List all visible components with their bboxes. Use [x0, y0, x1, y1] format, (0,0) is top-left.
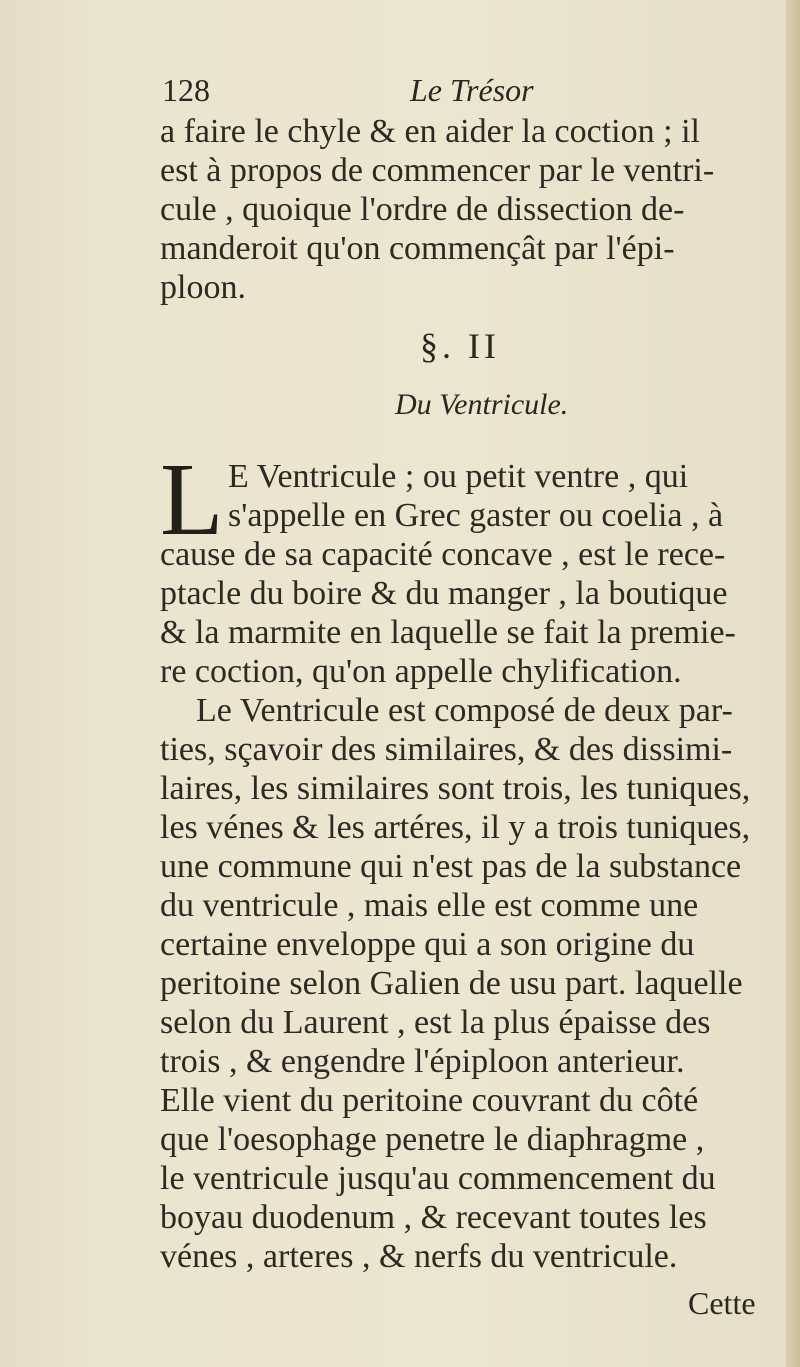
text-line: certaine enveloppe qui a son origine du [160, 926, 695, 963]
section-mark: §. II [420, 326, 500, 366]
text-line: le ventricule jusqu'au commencement du [160, 1160, 716, 1197]
text-line: vénes , arteres , & nerfs du ventricule. [160, 1238, 678, 1275]
catchword: Cette [688, 1285, 756, 1321]
text-line: selon du Laurent , est la plus épaisse des [160, 1004, 711, 1041]
section-title: Du Ventricule. [395, 388, 569, 421]
drop-cap: L [160, 442, 224, 557]
text-line: s'appelle en Grec gaster ou coelia , à [228, 497, 724, 534]
text-line: a faire le chyle & en aider la coction ; il [160, 113, 700, 150]
text-line: peritoine selon Galien de usu part. laquelle [160, 965, 743, 1002]
text-line: est à propos de commencer par le ventri- [160, 152, 715, 189]
text-line: ptacle du boire & du manger , la boutique [160, 575, 728, 612]
text-line: E Ventricule ; ou petit ventre , qui [228, 458, 689, 495]
text-line: ties, sçavoir des similaires, & des dissimi- [160, 731, 733, 768]
text-line: Le Ventricule est composé de deux par- [196, 692, 733, 729]
text-line: Elle vient du peritoine couvrant du côté [160, 1082, 699, 1119]
text-line: ploon. [160, 269, 246, 306]
text-line: boyau duodenum , & recevant toutes les [160, 1199, 707, 1236]
running-title: Le Trésor [410, 72, 534, 108]
page-number: 128 [162, 72, 210, 108]
text-line: trois , & engendre l'épiploon anterieur. [160, 1043, 685, 1080]
text-line: laires, les similaires sont trois, les tuniques, [160, 770, 751, 807]
text-line: que l'oesophage penetre le diaphragme , [160, 1121, 705, 1158]
text-line: les vénes & les artéres, il y a trois tuniques, [160, 809, 751, 846]
text-line: du ventricule , mais elle est comme une [160, 887, 699, 924]
text-line: cause de sa capacité concave , est le rece- [160, 536, 726, 573]
text-line: une commune qui n'est pas de la substance [160, 848, 742, 885]
text-line: re coction, qu'on appelle chylification. [160, 653, 682, 690]
text-line: & la marmite en laquelle se fait la premie- [160, 614, 736, 651]
page-edge [786, 0, 800, 1367]
text-line: manderoit qu'on commençât par l'épi- [160, 230, 675, 267]
text-line: cule , quoique l'ordre de dissection de- [160, 191, 685, 228]
